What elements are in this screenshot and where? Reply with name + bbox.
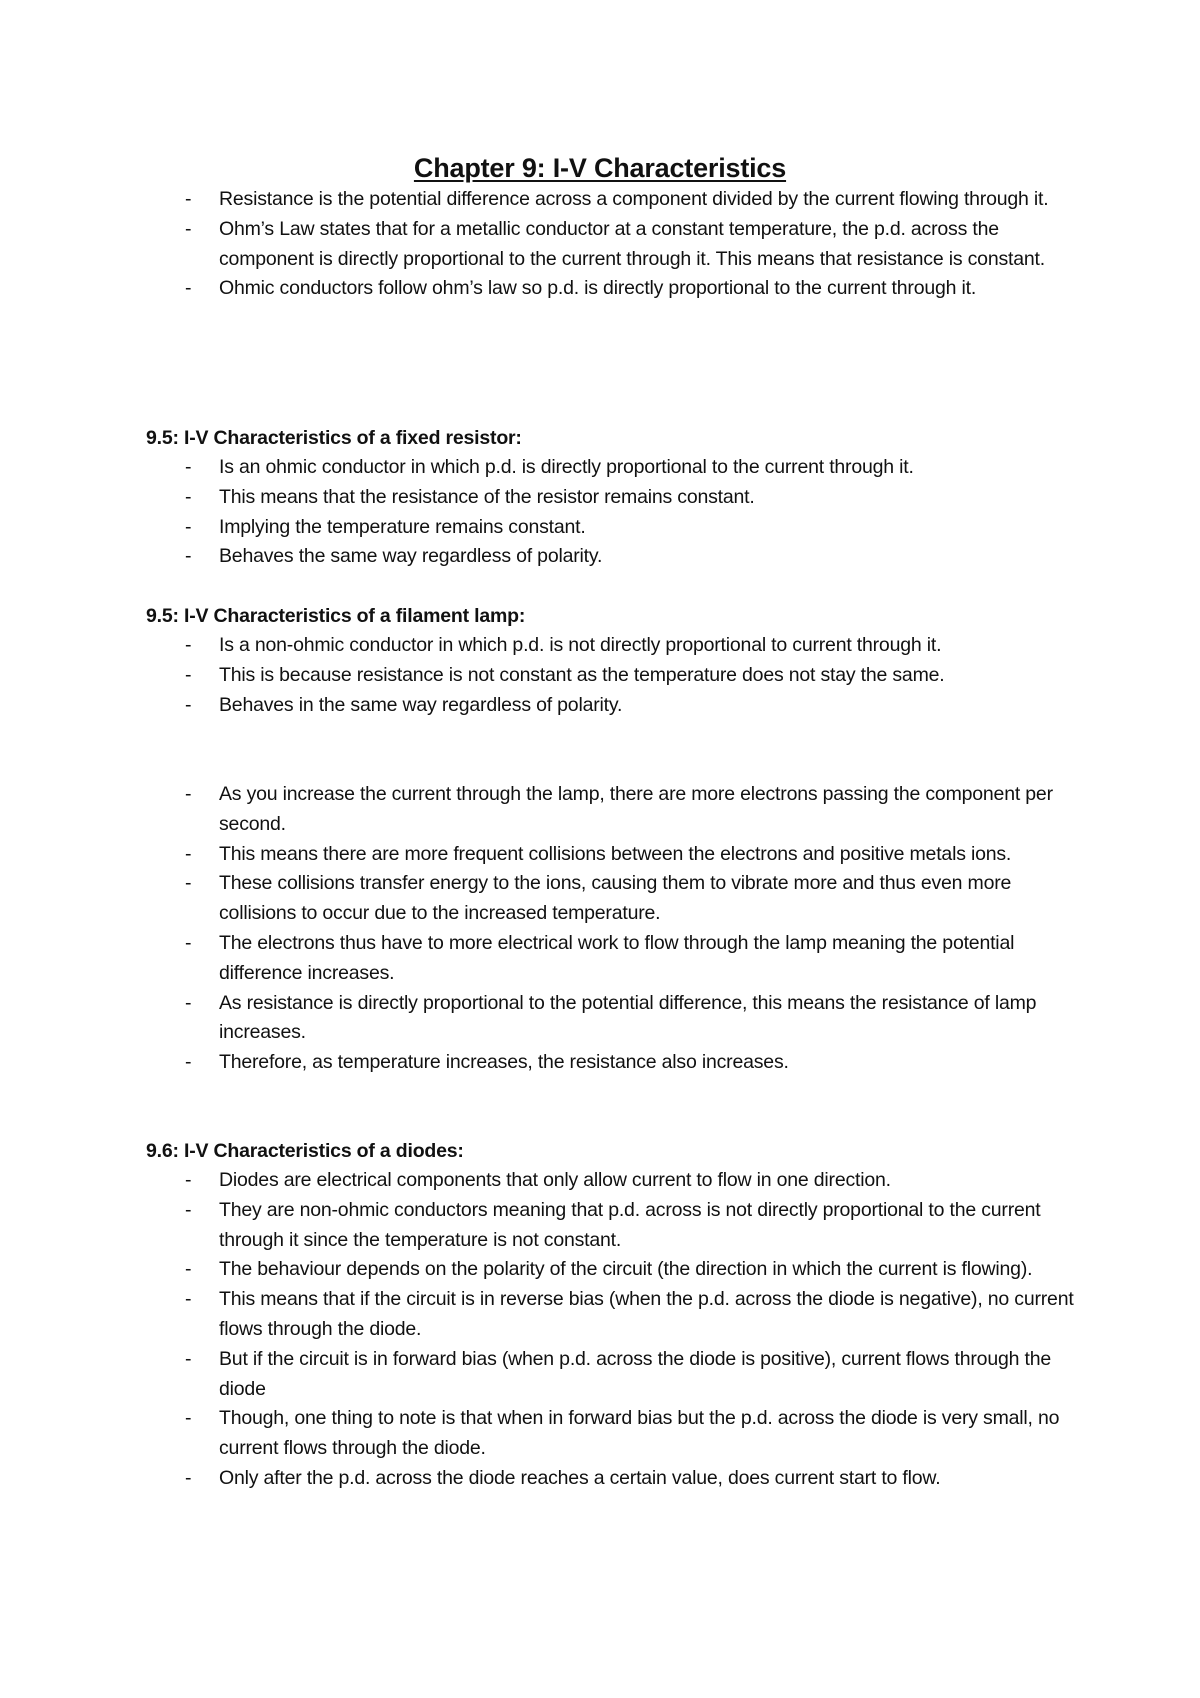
list-item-text: This is because resistance is not constant as the temperature does not stay the same. — [219, 663, 945, 686]
bullet-dash: - — [185, 485, 192, 508]
bullet-dash: - — [185, 1407, 192, 1430]
list-item — [0, 840, 1079, 870]
list-item-text: Behaves in the same way regardless of polarity. — [219, 693, 623, 716]
list-item-text: The behaviour depends on the polarity of the circuit (the direction in which the current is flowing). — [219, 1258, 1033, 1281]
resistor-list — [0, 453, 1200, 572]
bullet-dash: - — [185, 693, 192, 716]
list-item-text: As you increase the current through the lamp, there are more electrons passing the component per second. — [219, 783, 1053, 835]
list-item — [0, 869, 1079, 929]
list-item — [0, 483, 1079, 513]
list-item — [0, 1464, 1079, 1494]
list-item — [0, 1196, 1079, 1256]
bullet-dash: - — [185, 634, 192, 656]
list-item — [0, 1285, 1079, 1345]
diode-list — [0, 1166, 1200, 1494]
list-item — [0, 631, 1079, 661]
bullet-dash: - — [185, 991, 192, 1014]
bullet-dash: - — [185, 842, 192, 865]
list-item-text: Ohmic conductors follow ohm’s law so p.d. is directly proportional to the current through it. — [219, 277, 977, 300]
list-item — [0, 513, 1079, 543]
list-item-text: Behaves the same way regardless of polarity. — [219, 545, 603, 568]
section-heading-resistor: 9.5: I-V Characteristics of a fixed resistor: — [146, 427, 522, 449]
list-item — [0, 691, 1079, 721]
list-item — [0, 453, 1079, 483]
bullet-dash: - — [185, 1466, 192, 1489]
bullet-dash: - — [185, 1258, 192, 1281]
bullet-dash: - — [185, 217, 192, 240]
bullet-dash: - — [185, 663, 192, 686]
list-item — [0, 661, 1079, 691]
bullet-dash: - — [185, 783, 192, 805]
list-item-text: Though, one thing to note is that when in forward bias but the p.d. across the diode is very small, no current flows through the diode. — [219, 1407, 1060, 1460]
lamp-explanation-list — [0, 780, 1200, 1078]
bullet-dash: - — [185, 1198, 192, 1221]
list-item — [0, 1345, 1079, 1405]
list-item — [0, 1404, 1079, 1464]
bullet-dash: - — [185, 1169, 192, 1191]
bullet-dash: - — [185, 515, 192, 538]
list-item-text: Resistance is the potential difference across a component divided by the current flowing through it. — [219, 188, 1049, 210]
list-item-text: As resistance is directly proportional to the potential difference, this means the resistance of lamp increases. — [219, 991, 1037, 1044]
list-item — [0, 989, 1079, 1049]
list-item-text: Ohm’s Law states that for a metallic conductor at a constant temperature, the p.d. across the component is directly proportional to the current through it. This means that resistance is constant. — [219, 217, 1045, 270]
bullet-dash: - — [185, 1288, 192, 1311]
list-item-text: But if the circuit is in forward bias (when p.d. across the diode is positive), current flows through the diode — [219, 1347, 1051, 1400]
bullet-dash: - — [185, 1051, 192, 1074]
list-item-text: This means that if the circuit is in reverse bias (when the p.d. across the diode is negative), no current flows through the diode. — [219, 1288, 1074, 1340]
list-item-text: Diodes are electrical components that only allow current to flow in one direction. — [219, 1169, 891, 1191]
list-item — [0, 929, 1079, 989]
list-item — [0, 274, 1079, 304]
lamp-list — [0, 631, 1200, 720]
section-heading-lamp: 9.5: I-V Characteristics of a filament lamp: — [146, 605, 526, 627]
list-item-text: They are non-ohmic conductors meaning that p.d. across is not directly proportional to the current through it since the temperature is not constant. — [219, 1198, 1041, 1251]
list-item-text: This means that the resistance of the resistor remains constant. — [219, 485, 755, 508]
list-item — [0, 215, 1079, 275]
list-item — [0, 185, 1079, 215]
list-item-text: These collisions transfer energy to the ions, causing them to vibrate more and thus even more collisions to occur due to the increased temperature. — [219, 872, 1012, 925]
list-item-text: Therefore, as temperature increases, the resistance also increases. — [219, 1051, 789, 1074]
list-item — [0, 1255, 1079, 1285]
bullet-dash: - — [185, 931, 192, 954]
list-item-text: Implying the temperature remains constant. — [219, 515, 586, 538]
intro-list — [0, 185, 1200, 304]
page-title: Chapter 9: I-V Characteristics — [413, 153, 787, 183]
list-item — [0, 1048, 1079, 1078]
section-heading-diode: 9.6: I-V Characteristics of a diodes: — [146, 1140, 464, 1162]
list-item-text: This means there are more frequent collisions between the electrons and positive metals ions. — [219, 842, 1012, 865]
bullet-dash: - — [185, 456, 192, 478]
bullet-dash: - — [185, 1347, 192, 1370]
bullet-dash: - — [185, 872, 192, 895]
list-item-text: Only after the p.d. across the diode reaches a certain value, does current start to flow. — [219, 1466, 941, 1489]
list-item-text: Is a non-ohmic conductor in which p.d. is not directly proportional to current through it. — [219, 634, 942, 656]
bullet-dash: - — [185, 545, 192, 568]
list-item — [0, 780, 1079, 840]
bullet-dash: - — [185, 277, 192, 300]
list-item — [0, 1166, 1079, 1196]
list-item-text: Is an ohmic conductor in which p.d. is directly proportional to the current through it. — [219, 456, 914, 478]
list-item — [0, 542, 1079, 572]
bullet-dash: - — [185, 188, 192, 210]
list-item-text: The electrons thus have to more electrical work to flow through the lamp meaning the potential difference increases. — [219, 931, 1015, 984]
